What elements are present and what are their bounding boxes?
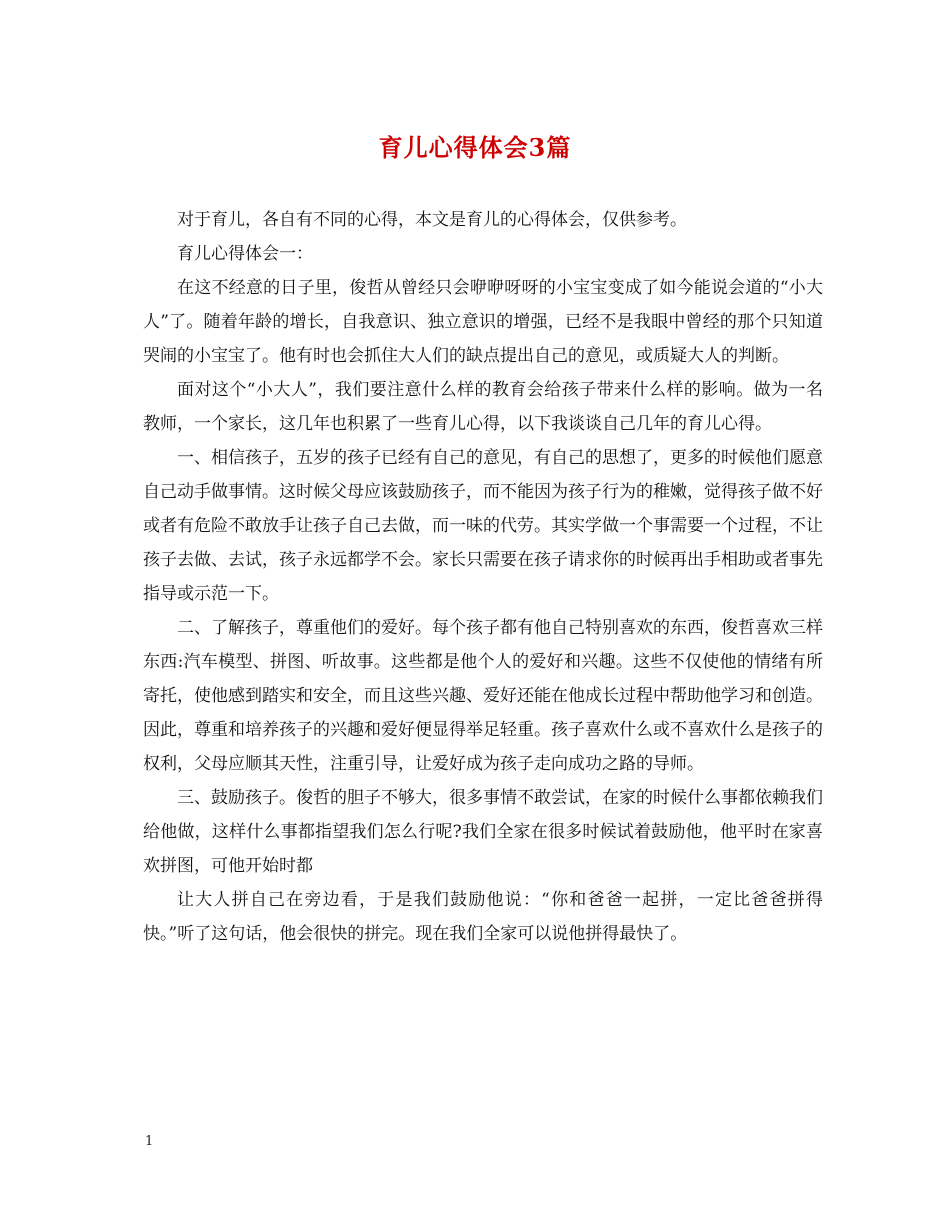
paragraph: 让大人拼自己在旁边看，于是我们鼓励他说：“你和爸爸一起拼，一定比爸爸拼得快。”听了这句话，他会很快的拼完。现在我们全家可以说他拼得最快了。 — [143, 890, 823, 944]
document-body — [143, 203, 823, 951]
document-title: 育儿心得体会3篇 — [378, 133, 572, 162]
paragraph: 在这不经意的日子里，俊哲从曾经只会咿咿呀呀的小宝宝变成了如今能说会道的“小大人”了。随着年龄的增长，自我意识、独立意识的增强，已经不是我眼中曾经的那个只知道哭闹的小宝宝了。他有时也会抓住大人们的缺点提出自己的意见，或质疑大人的判断。 — [143, 278, 823, 366]
paragraph-point-one: 一、相信孩子，五岁的孩子已经有自己的意见，有自己的思想了，更多的时候他们愿意自己动手做事情。这时候父母应该鼓励孩子，而不能因为孩子行为的稚嫩，觉得孩子做不好或者有危险不敢放手让孩子自己去做，而一味的代劳。其实学做一个事需要一个过程，不让孩子去做、去试，孩子永远都学不会。家长只需要在孩子请求你的时候再出手相助或者事先指导或示范一下。 — [143, 448, 823, 604]
paragraph-point-three: 三、鼓励孩子。俊哲的胆子不够大，很多事情不敢尝试，在家的时候什么事都依赖我们给他做，这样什么事都指望我们怎么行呢?我们全家在很多时候试着鼓励他，他平时在家喜欢拼图，可他开始时都 — [143, 788, 823, 876]
paragraph: 面对这个“小大人”，我们要注意什么样的教育会给孩子带来什么样的影响。做为一名教师，一个家长，这几年也积累了一些育儿心得，以下我谈谈自己几年的育儿心得。 — [143, 380, 823, 434]
section-heading-one: 育儿心得体会一： — [177, 244, 313, 264]
paragraph-point-two: 二、了解孩子，尊重他们的爱好。每个孩子都有他自己特别喜欢的东西，俊哲喜欢三样东西:汽车模型、拼图、听故事。这些都是他个人的爱好和兴趣。这些不仅使他的情绪有所寄托，使他感到踏实和安全，而且这些兴趣、爱好还能在他成长过程中帮助他学习和创造。因此，尊重和培养孩子的兴趣和爱好便显得举足轻重。孩子喜欢什么或不喜欢什么是孩子的权利，父母应顺其天性，注重引导，让爱好成为孩子走向成功之路的导师。 — [143, 618, 823, 774]
paragraph-intro: 对于育儿，各自有不同的心得，本文是育儿的心得体会，仅供参考。 — [177, 210, 687, 230]
page-number: 1 — [145, 1134, 154, 1149]
